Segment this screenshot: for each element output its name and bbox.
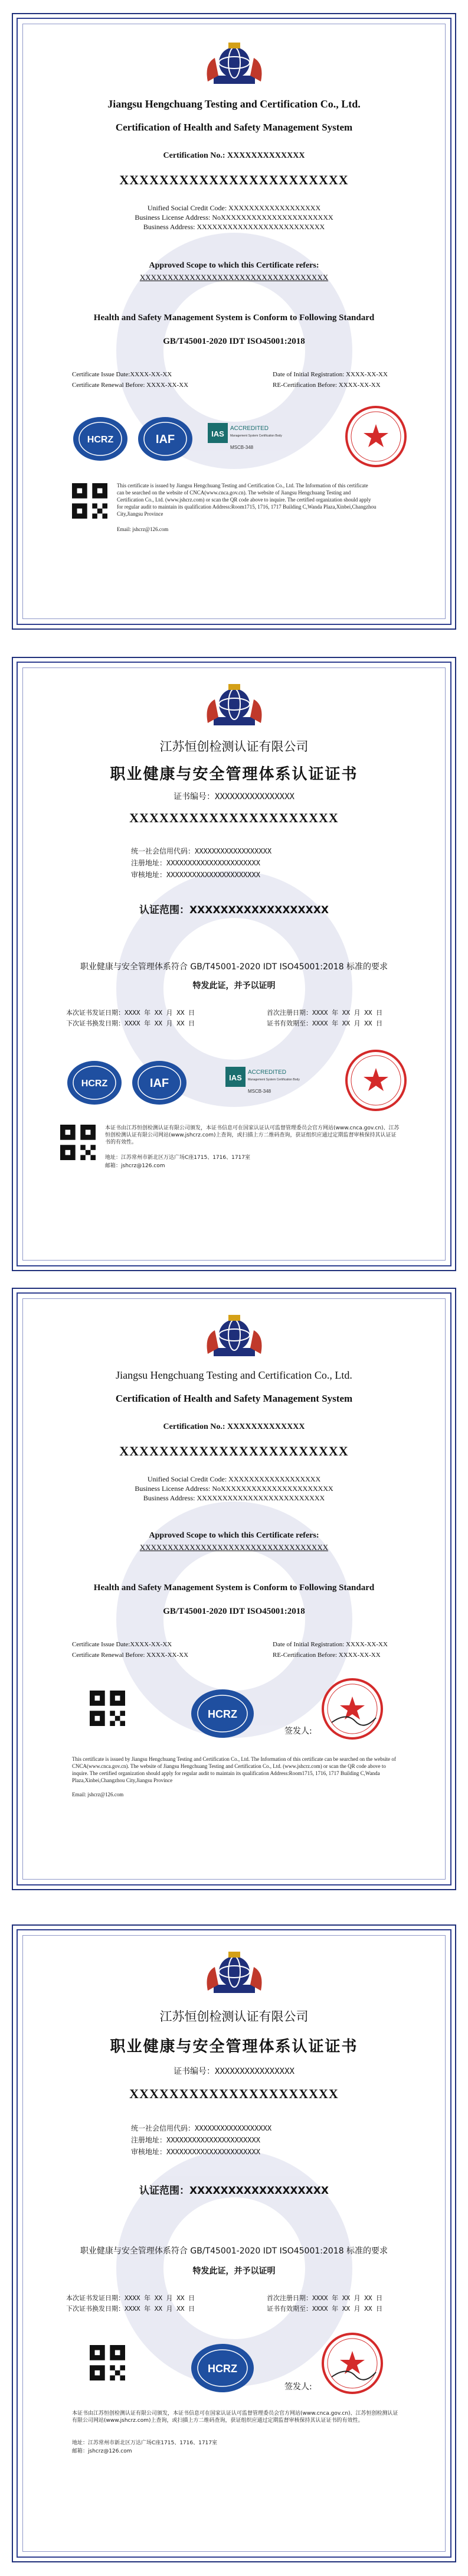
license-address: Business License Address: NoXXXXXXXXXXXXXXXXXXXXXX	[135, 1484, 333, 1493]
recertification-date: RE-Certification Before: XXXX-XX-XX	[273, 1652, 381, 1659]
ias-badge-label: IAS	[211, 429, 224, 438]
initial-registration-zh: 首次注册日期：XXXX 年 XX 月 XX 日	[267, 1009, 383, 1017]
footer-email-zh: 邮箱：jshcrz@126.com	[105, 1163, 165, 1169]
company-name-zh: 江苏恒创检测认证有限公司	[159, 740, 309, 754]
company-name-zh: 江苏恒创检测认证有限公司	[159, 2010, 309, 2024]
hcrz-badge-label: HCRZ	[81, 1079, 108, 1089]
conform-statement-zh: 职业健康与安全管理体系符合 GB/T45001-2020 IDT ISO45001:2018 标准的要求	[80, 2246, 388, 2256]
company-emblem-logo	[202, 1949, 267, 2002]
audit-address-zh: 审核地址：XXXXXXXXXXXXXXXXXXXXXX	[131, 2148, 260, 2156]
conform-statement: Health and Safety Management System is Conform to Following Standard	[93, 313, 375, 323]
expiry-date-zh: 证书有效期至：XXXX 年 XX 月 XX 日	[267, 1020, 383, 1027]
hcrz-badge-icon	[72, 416, 129, 462]
footer-email: Email: jshcrz@126.com	[72, 1792, 124, 1797]
company-emblem-logo	[202, 682, 267, 735]
expiry-date-zh: 证书有效期至：XXXX 年 XX 月 XX 日	[267, 2305, 383, 2313]
certificate-chinese-1	[12, 657, 456, 1271]
certificate-title-zh: 职业健康与安全管理体系认证证书	[110, 766, 358, 783]
ias-badge-icon	[208, 421, 282, 457]
business-address: Business Address: XXXXXXXXXXXXXXXXXXXXXXXXX	[143, 223, 325, 231]
renewal-date: Certificate Renewal Before: XXXX-XX-XX	[72, 1652, 189, 1659]
standard-code: GB/T45001-2020 IDT ISO45001:2018	[163, 1607, 305, 1616]
signer-label: 签发人:	[284, 2382, 312, 2392]
certificate-footer-text-zh: 本证书由江苏恒创检测认证有限公司颁发，本证书信息可在国家认证认可监督管理委员会官方网站(www.cnca.gov.cn)、江苏恒创检测认证有限公司网站(www.jshcrz.com)上查询，或扫描上方二维码查询，获证组织应通过定期监督审核保持其认证证书的有效性。	[105, 1125, 400, 1145]
scope-value: XXXXXXXXXXXXXXXXXXXXXXXXXXXXXXXXXX	[139, 1543, 329, 1552]
license-address: Business License Address: NoXXXXXXXXXXXXXXXXXXXXXX	[135, 213, 333, 222]
certificate-footer-text: This certificate is issued by Jiangsu Hengchuang Testing and Certification Co., Ltd. The Information of this certificate can be searched on the website of CNCA(www.cnca.gov.cn). The website of Jiangsu Hengchuang Testing and Certification Co., Ltd. (www.jshcrz.com) or scan the QR code above to inquire. The certified organization should apply for regular audit to maintain its qualification Address:Room1715, 1716, 1717 Building C,Wanda Plaza,Xinbei,Changzhou City,Jiangsu Province	[72, 1756, 396, 1783]
certificate-title: Certification of Health and Safety Management System	[115, 1393, 353, 1404]
issue-date-zh: 本次证书发证日期：XXXX 年 XX 月 XX 日	[66, 2294, 195, 2302]
issue-date: Certificate Issue Date:XXXX-XX-XX	[72, 1641, 172, 1648]
iaf-badge-label: IAF	[149, 1077, 169, 1090]
hcrz-badge-label: HCRZ	[208, 2363, 237, 2375]
red-seal-stamp	[320, 1676, 385, 1741]
hcrz-badge-label: HCRZ	[87, 435, 114, 445]
registered-address-zh: 注册地址：XXXXXXXXXXXXXXXXXXXXXX	[131, 2136, 260, 2144]
recertification-date: RE-Certification Before: XXXX-XX-XX	[273, 382, 381, 389]
company-name-en: Jiangsu Hengchuang Testing and Certification Co., Ltd.	[107, 98, 361, 110]
organization-name: XXXXXXXXXXXXXXXXXXXXX	[129, 2086, 339, 2101]
credit-code: Unified Social Credit Code: XXXXXXXXXXXXXXXXXX	[147, 1475, 321, 1483]
certificate-number-zh: 证书编号：XXXXXXXXXXXXXXXX	[174, 792, 294, 802]
certificate-english-1	[12, 13, 456, 630]
qr-code[interactable]	[72, 483, 107, 519]
audit-address-zh: 审核地址：XXXXXXXXXXXXXXXXXXXXXX	[131, 871, 260, 879]
renewal-date-zh: 下次证书换发日期：XXXX 年 XX 月 XX 日	[66, 2305, 195, 2313]
ias-code: MSCB-348	[230, 445, 254, 450]
scope-zh: 认证范围：XXXXXXXXXXXXXXXXXX	[139, 904, 329, 916]
certificate-english-2	[12, 1288, 456, 1890]
ias-badge-label: IAS	[229, 1073, 242, 1082]
certificate-title: Certification of Health and Safety Management System	[115, 122, 353, 133]
ias-accredited: ACCREDITED	[230, 425, 269, 432]
initial-registration: Date of Initial Registration: XXXX-XX-XX	[273, 1641, 388, 1648]
standard-code: GB/T45001-2020 IDT ISO45001:2018	[163, 337, 305, 346]
certificate-footer-text: This certificate is issued by Jiangsu Hengchuang Testing and Certification Co., Ltd. The Information of this certificate can be searched on the website of CNCA(www.cnca.gov.cn). The website of Jiangsu Hengchuang Testing and Certification Co., Ltd. (www.jshcrz.com) or scan the QR code above to inquire. The certified organization should apply for regular audit to maintain its qualification Address:Room1715, 1716, 1717 Building C,Wanda Plaza,Xinbei,Changzhou City,Jiangsu Province	[117, 483, 377, 517]
footer-email-zh: 邮箱：jshcrz@126.com	[72, 2448, 132, 2454]
initial-registration: Date of Initial Registration: XXXX-XX-XX	[273, 371, 388, 378]
company-emblem-logo	[202, 1313, 267, 1366]
iaf-badge-icon	[131, 1060, 188, 1106]
signer-label: 签发人:	[284, 1727, 312, 1736]
ias-subtitle: Management System Certification Body	[230, 434, 282, 438]
scope-value: XXXXXXXXXXXXXXXXXXXXXXXXXXXXXXXXXX	[139, 273, 329, 282]
red-seal-stamp	[320, 2331, 385, 2396]
renewal-date-zh: 下次证书换发日期：XXXX 年 XX 月 XX 日	[66, 1020, 195, 1027]
red-seal-stamp	[343, 404, 408, 469]
business-address: Business Address: XXXXXXXXXXXXXXXXXXXXXXXXX	[143, 1494, 325, 1502]
company-name-en: Jiangsu Hengchuang Testing and Certification Co., Ltd.	[116, 1369, 352, 1381]
certificate-number: Certification No.: XXXXXXXXXXXXX	[163, 151, 305, 160]
iaf-badge-icon	[137, 416, 194, 462]
qr-code[interactable]	[90, 2345, 125, 2380]
credit-code-zh: 统一社会信用代码：XXXXXXXXXXXXXXXXXX	[131, 847, 272, 855]
ias-accredited: ACCREDITED	[248, 1069, 287, 1076]
credit-code-zh: 统一社会信用代码：XXXXXXXXXXXXXXXXXX	[131, 2124, 272, 2132]
red-seal-stamp	[343, 1048, 408, 1113]
qr-code[interactable]	[90, 1691, 125, 1726]
grant-statement-zh: 特发此证，并予以证明	[192, 981, 276, 991]
organization-name: XXXXXXXXXXXXXXXXXXXXXXX	[119, 1444, 349, 1458]
organization-name: XXXXXXXXXXXXXXXXXXXXXXX	[119, 172, 349, 187]
ias-code: MSCB-348	[248, 1089, 271, 1094]
footer-address-zh: 地址：江苏常州市新北区万达广场C座1715、1716、1717室	[72, 2440, 217, 2446]
footer-address-zh: 地址：江苏常州市新北区万达广场C座1715、1716、1717室	[105, 1155, 250, 1161]
scope-label: Approved Scope to which this Certificate refers:	[149, 261, 319, 270]
registered-address-zh: 注册地址：XXXXXXXXXXXXXXXXXXXXXX	[131, 859, 260, 867]
footer-email: Email: jshcrz@126.com	[117, 526, 169, 532]
hcrz-badge-label: HCRZ	[208, 1708, 237, 1720]
grant-statement-zh: 特发此证，并予以证明	[192, 2266, 276, 2276]
iaf-badge-label: IAF	[155, 433, 175, 446]
conform-statement-zh: 职业健康与安全管理体系符合 GB/T45001-2020 IDT ISO45001:2018 标准的要求	[80, 962, 388, 972]
certificate-number-zh: 证书编号：XXXXXXXXXXXXXXXX	[174, 2067, 294, 2076]
certificate-number: Certification No.: XXXXXXXXXXXXX	[163, 1422, 305, 1431]
ias-subtitle: Management System Certification Body	[248, 1078, 300, 1082]
initial-registration-zh: 首次注册日期：XXXX 年 XX 月 XX 日	[267, 2294, 383, 2302]
issue-date: Certificate Issue Date:XXXX-XX-XX	[72, 371, 172, 378]
renewal-date: Certificate Renewal Before: XXXX-XX-XX	[72, 382, 189, 389]
hcrz-badge-icon	[190, 1688, 255, 1739]
certificate-title-zh: 职业健康与安全管理体系认证证书	[110, 2038, 358, 2056]
scope-zh: 认证范围：XXXXXXXXXXXXXXXXXX	[139, 2185, 329, 2197]
issue-date-zh: 本次证书发证日期：XXXX 年 XX 月 XX 日	[66, 1009, 195, 1017]
hcrz-badge-icon	[66, 1060, 123, 1106]
company-emblem-logo	[202, 40, 267, 93]
certificate-footer-text-zh: 本证书由江苏恒创检测认证有限公司颁发，本证书信息可在国家认证认可监督管理委员会官方网站(www.cnca.gov.cn)、江苏恒创检测认证有限公司网站(www.jshcrz.com)上查询，或扫描上方二维码查询，获证组织应通过定期监督审核保持其认证证书的有效性。	[72, 2411, 398, 2424]
conform-statement: Health and Safety Management System is Conform to Following Standard	[93, 1583, 375, 1593]
scope-label: Approved Scope to which this Certificate refers:	[149, 1531, 319, 1540]
certificate-chinese-2	[12, 1924, 456, 2562]
hcrz-badge-icon	[190, 2343, 255, 2393]
ias-badge-icon	[225, 1064, 300, 1101]
organization-name: XXXXXXXXXXXXXXXXXXXXX	[129, 810, 339, 825]
qr-code[interactable]	[60, 1125, 96, 1160]
credit-code: Unified Social Credit Code: XXXXXXXXXXXXXXXXXX	[147, 204, 321, 212]
